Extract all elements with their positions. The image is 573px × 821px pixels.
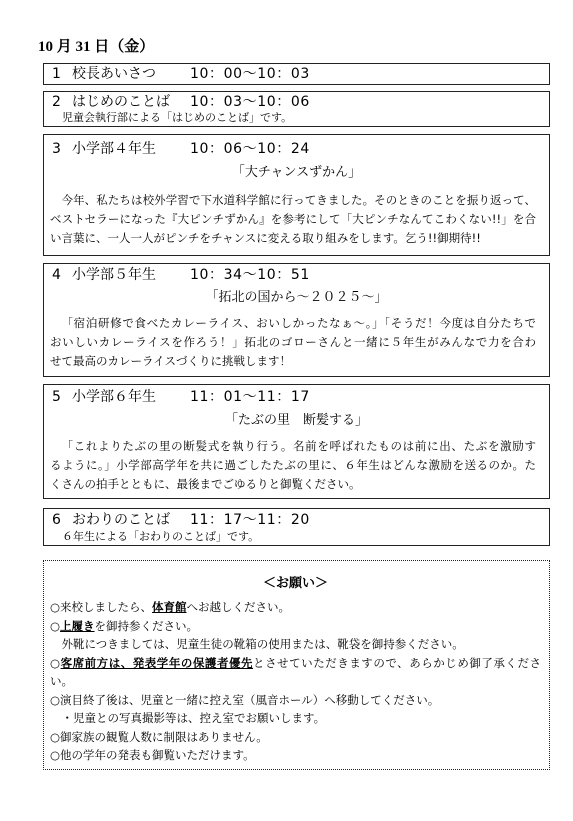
program-item-3	[43, 134, 550, 256]
program-time: 11：17〜11：20	[190, 512, 310, 528]
program-title: 小学部４年生	[72, 141, 156, 157]
program-item-6	[43, 508, 550, 546]
request-item: ○御家族の観覧人数に制限はありません。	[50, 729, 268, 744]
program-title: 小学部５年生	[72, 267, 156, 283]
program-time: 10：03〜10：06	[190, 94, 310, 110]
description-line: 「宿泊研修で食べたカレーライス、おいしかったなぁ〜。」「そうだ！今度は自分たちで	[61, 316, 536, 330]
description-line: い言葉に、一人一人がピンチをチャンスに変える取り組みをします。乞う!!御期待!!	[50, 231, 481, 245]
program-note: ６年生による「おわりのことば」です。	[62, 530, 260, 543]
date-heading: 10 月 31 日（金）	[38, 39, 155, 55]
request-text: ○	[50, 618, 61, 633]
program-title: 校長あいさつ	[72, 66, 156, 82]
program-item-1	[43, 63, 550, 85]
requests-list	[50, 598, 541, 765]
program-header	[44, 139, 549, 159]
program-time: 10：00〜10：03	[190, 66, 310, 82]
program-number: 3	[52, 141, 61, 157]
request-text: とさせていただきますので、あらかじめ御了承ください。	[50, 655, 541, 688]
performance-title: 「たぶの里 断髪する」	[224, 413, 368, 428]
performance-description	[44, 437, 549, 494]
program-time: 11：01〜11：17	[190, 389, 310, 405]
description-line: ベストセラーになった『大ピンチずかん』を参考にして「大ピンチなんてこわくない!!」を合	[50, 212, 536, 226]
request-item: 外靴につきましては、児童生徒の靴箱の使用または、靴袋を御持参ください。	[61, 637, 464, 651]
request-text: を御持参ください。	[94, 618, 199, 633]
request-text: ○	[50, 655, 61, 670]
program-note: 児童会執行部による「はじめのことば」です。	[62, 111, 293, 124]
requests-box	[43, 560, 550, 770]
request-emphasis: 客席前方は、発表学年の保護者優先	[60, 655, 254, 670]
requests-heading: ＜お願い＞	[262, 576, 328, 591]
request-item	[50, 617, 541, 636]
program-header	[44, 510, 549, 530]
description-line: くさんの拍手とともに、最後までごゆるりと御覧ください。	[50, 477, 361, 491]
program-item-4	[43, 263, 550, 377]
request-item	[50, 598, 541, 617]
request-item: ・児童との写真撮影等は、控え室でお願いします。	[61, 711, 326, 725]
request-item: ○演目終了後は、児童と一緒に控え室（風音ホール）へ移動してください。	[50, 692, 440, 707]
program-header	[44, 265, 549, 285]
performance-description	[44, 191, 549, 248]
program-item-2	[43, 91, 550, 127]
program-number: 1	[52, 66, 61, 82]
request-item: ○他の学年の発表も御覧いただけます。	[50, 748, 255, 762]
description-line: 今年、私たちは校外学習で下水道科学館に行ってきました。そのときのことを振り返って、	[61, 193, 536, 207]
program-title: はじめのことば	[72, 94, 170, 110]
program-time: 10：34〜10：51	[190, 267, 310, 283]
description-line: 「これよりたぶの里の断髪式を執り行う。名前を呼ばれたものは前に出、たぶを激励す	[61, 439, 536, 453]
request-emphasis: 体育館	[152, 600, 187, 614]
description-line: せて最高のカレーライスづくりに挑戦します！	[50, 354, 292, 368]
program-number: 6	[52, 512, 61, 528]
request-text: へお越しください。	[186, 600, 291, 614]
performance-title: 「大チャンスずかん」	[231, 165, 362, 180]
performance-title: 「拓北の国から〜２０２５〜」	[205, 290, 388, 305]
program-title: 小学部６年生	[72, 389, 156, 405]
program-number: 4	[52, 267, 61, 283]
program-sheet	[43, 63, 550, 770]
program-header	[44, 65, 549, 83]
program-number: 5	[52, 389, 61, 405]
program-number: 2	[52, 94, 61, 110]
program-header	[44, 387, 549, 407]
performance-description	[44, 314, 549, 371]
request-item	[50, 654, 541, 691]
program-item-5	[43, 384, 550, 499]
program-header	[44, 93, 549, 111]
description-line: おいしいカレーライスを作ろう！」拓北のゴローさんと一緒に５年生がみんなで力を合わ	[50, 335, 536, 349]
request-text: ○来校しましたら、	[50, 600, 153, 614]
program-time: 10：06〜10：24	[190, 141, 310, 157]
request-emphasis: 上履き	[60, 618, 95, 633]
program-title: おわりのことば	[72, 512, 170, 528]
description-line: るように。」小学部高学年を共に過ごしたたぶの里に、６年生はどんな激励を送るのか。た	[50, 458, 536, 472]
